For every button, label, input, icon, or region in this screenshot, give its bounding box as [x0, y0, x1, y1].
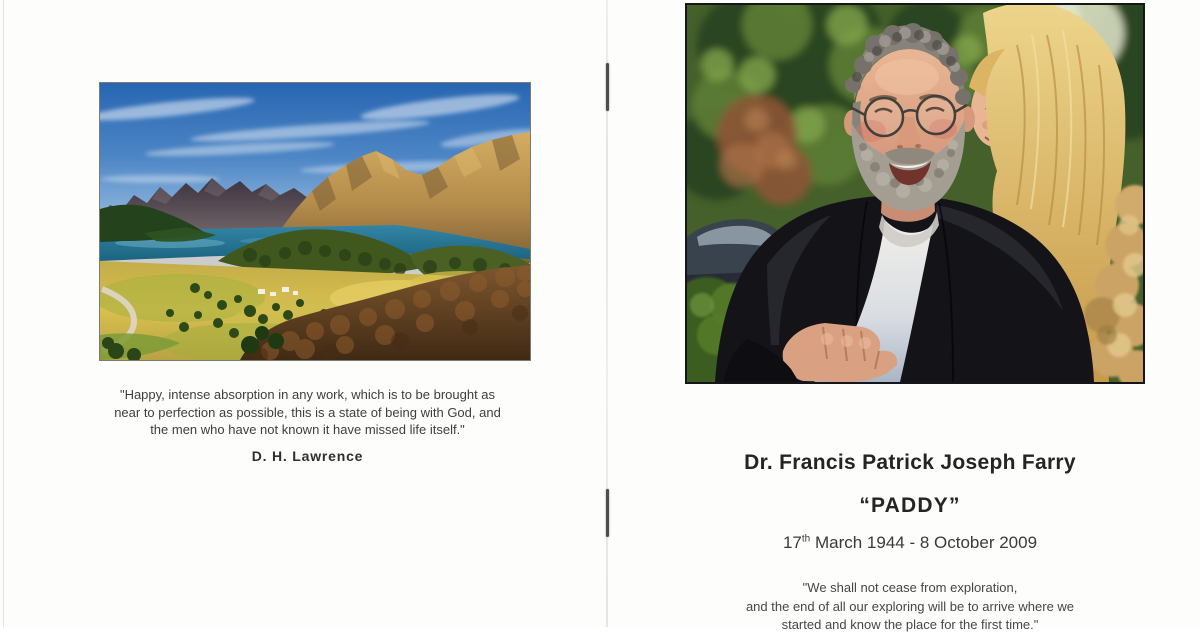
page-edge-line — [3, 0, 4, 627]
memorial-quote-left — [55, 386, 560, 439]
date-rest: March 1944 - 8 October 2009 — [810, 533, 1038, 552]
date-ordinal: th — [801, 533, 811, 545]
life-dates — [662, 533, 1158, 553]
quote-attribution: D. H. Lawrence — [251, 448, 364, 464]
quote-line: and the end of all our exploring will be to arrive where we — [745, 598, 1075, 614]
portrait-photo-art — [687, 5, 1143, 382]
date-day: 17 — [782, 533, 802, 552]
quote-line: "Happy, intense absorption in any work, which is to be brought as — [119, 387, 496, 402]
staple-top — [606, 63, 609, 111]
landscape-photo — [99, 82, 531, 361]
quote-line: the men who have not known it have missed life itself." — [150, 422, 465, 437]
portrait-photo — [685, 3, 1145, 384]
landscape-photo-art — [100, 83, 530, 360]
deceased-name: Dr. Francis Patrick Joseph Farry — [744, 451, 1076, 474]
quote-line: near to perfection as possible, this is a state of being with God, and — [114, 404, 501, 420]
quote-line: started and know the place for the first time." — [781, 617, 1039, 632]
quote-line: "We shall not cease from exploration, — [802, 580, 1018, 595]
staple-bottom — [606, 489, 609, 537]
memorial-quote-right — [662, 579, 1158, 635]
nickname: “PADDY” — [859, 494, 961, 517]
